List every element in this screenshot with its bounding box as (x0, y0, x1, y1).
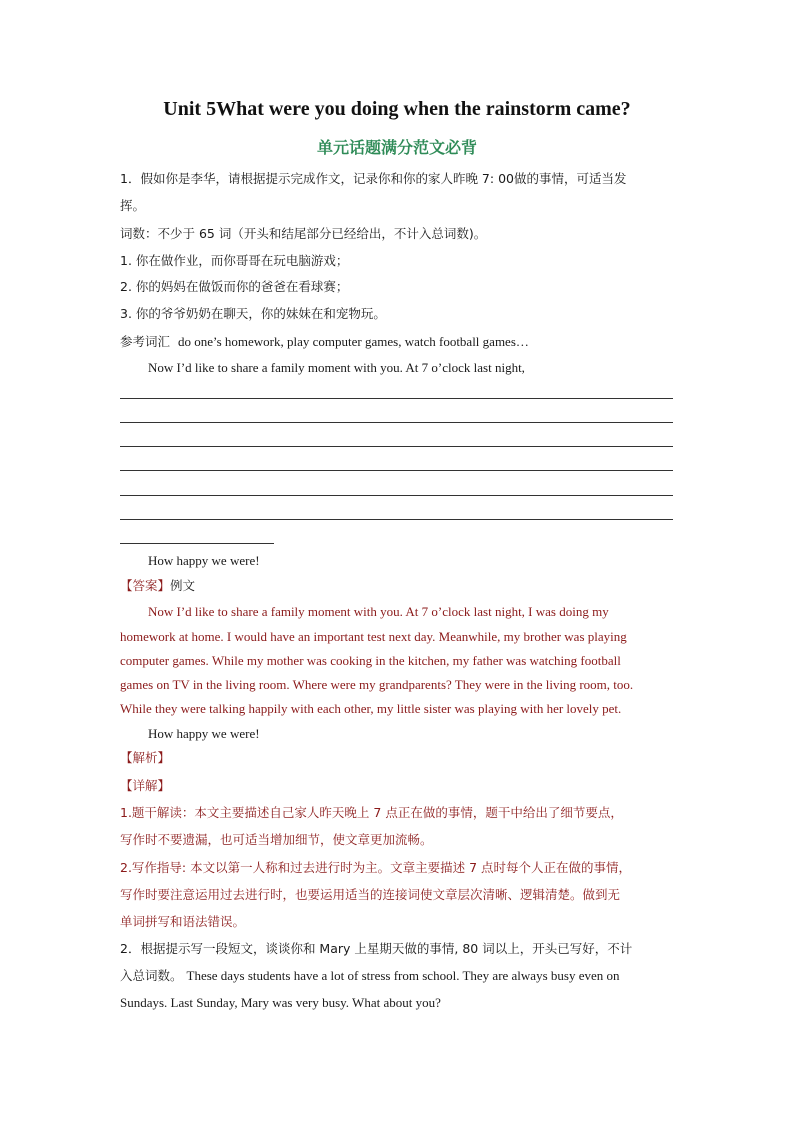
task1-prompt-line2: 挥。 (120, 198, 146, 213)
task2-line1: 2．根据提示写一段短文，谈谈你和 Mary 上星期天做的事情, 80 词以上，开头已写好，不计 (120, 941, 633, 956)
answer-blank-line (120, 470, 673, 471)
answer-line: While they were talking happily with each other, my little sister was playing with her lovely pet. (120, 701, 622, 716)
answer-closing: How happy we were! (148, 726, 260, 741)
answer-line: games on TV in the living room. Where were my grandparents? They were in the living room, too. (120, 677, 634, 692)
task1-word-count: 词数：不少于 65 词（开头和结尾部分已经给出，不计入总词数)。 (120, 226, 487, 241)
answer-line: computer games. While my mother was cooking in the kitchen, my father was watching football (120, 653, 621, 668)
analysis-point1-line1: 1.题干解读：本文主要描述自己家人昨天晚上 7 点正在做的事情，题干中给出了细节要点， (120, 805, 623, 820)
task1-prompt-line1: 1．假如你是李华，请根据提示完成作文，记录你和你的家人昨晚 7: 00做的事情，可适当发 (120, 171, 627, 186)
task2-line2-en: These days students have a lot of stress from school. They are always busy even on (186, 968, 620, 983)
detail-label: 【详解】 (120, 778, 171, 793)
answer-blank-line (120, 495, 673, 496)
task1-closing: How happy we were! (148, 553, 260, 568)
answer-blank-line (120, 446, 673, 447)
analysis-label: 【解析】 (120, 750, 171, 765)
answer-line: Now I’d like to share a family moment with you. At 7 o’clock last night, I was doing my (148, 604, 609, 619)
answer-blank-line-short (120, 543, 274, 544)
answer-label-suffix: 例文 (170, 578, 196, 593)
answer-line: homework at home. I would have an important test next day. Meanwhile, my brother was playing (120, 629, 627, 644)
task1-opening: Now I’d like to share a family moment with you. At 7 o’clock last night, (148, 360, 525, 375)
analysis-point2-line1: 2.写作指导: 本文以第一人称和过去进行时为主。文章主要描述 7 点时每个人正在做的事情， (120, 860, 632, 875)
task2-line2 (120, 968, 685, 984)
task1-vocab-text: do one’s homework, play computer games, watch football games… (177, 334, 529, 349)
answer-blank-line (120, 398, 673, 399)
task1-vocab-label: 参考词汇 (120, 334, 171, 349)
analysis-point2-line3: 单词拼写和语法错误。 (120, 914, 246, 929)
answer-blank-line (120, 422, 673, 423)
task1-point-2: 2. 你的妈妈在做饭而你的爸爸在看球赛； (120, 279, 349, 294)
analysis-point2-line2: 写作时要注意运用过去进行时，也要运用适当的连接词使文章层次清晰、逻辑清楚。做到无 (120, 887, 621, 902)
page-subtitle: 单元话题满分范文必背 (316, 138, 477, 157)
task1-vocab (120, 334, 685, 350)
answer-label: 【答案】 (120, 578, 171, 593)
analysis-point1-line2: 写作时不要遗漏，也可适当增加细节，使文章更加流畅。 (120, 832, 433, 847)
page-title: Unit 5What were you doing when the rainstorm came? (163, 98, 631, 120)
task1-point-1: 1. 你在做作业，而你哥哥在玩电脑游戏； (120, 253, 349, 268)
answer-heading (120, 578, 685, 594)
task2-line2-cn: 入总词数。 (120, 968, 183, 983)
task1-point-3: 3. 你的爷爷奶奶在聊天，你的妹妹在和宠物玩。 (120, 306, 386, 321)
task2-line3: Sundays. Last Sunday, Mary was very busy. What about you? (120, 995, 441, 1010)
answer-blank-line (120, 519, 673, 520)
